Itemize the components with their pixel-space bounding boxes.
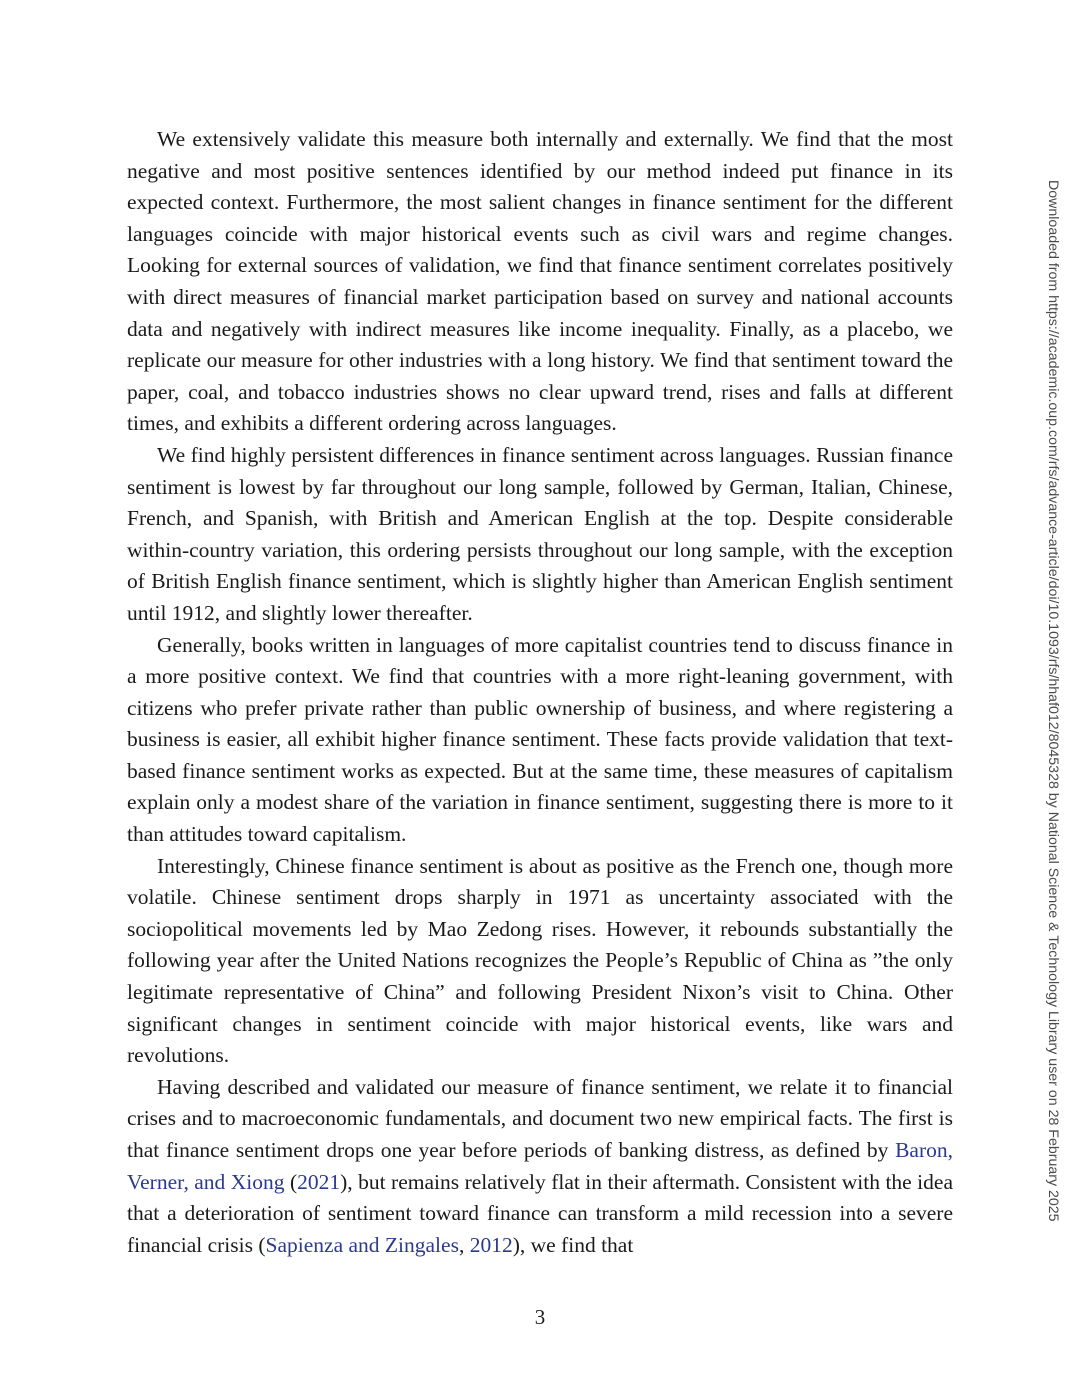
paragraph-3 — [127, 630, 953, 851]
paragraph-text: Interestingly, Chinese finance sentiment is about as positive as the French one, though more volatile. Chinese sentiment drops sharply in 1971 as uncertainty associated with the sociopolitical movements led by Mao Zedong rises. However, it rebounds substantially the following year after the United Nations recognizes the People’s Republic of China as ”the only legitimate representative of China” and following President Nixon’s visit to China. Other significant changes in sentiment coincide with major historical events, like wars and revolutions. — [127, 853, 953, 1068]
citation-year-link-2012[interactable]: 2012 — [469, 1232, 513, 1257]
paragraph-1 — [127, 124, 953, 440]
paragraph-text: Having described and validated our measure of finance sentiment, we relate it to financial crises and to macroeconomic fundamentals, and document two new empirical facts. The first is that finance sentiment drops one year before periods of banking distress, as defined by — [127, 1074, 953, 1162]
citation-year-link-2021[interactable]: 2021 — [297, 1169, 341, 1194]
paragraph-4 — [127, 851, 953, 1072]
page-number: 3 — [534, 1305, 546, 1329]
download-watermark — [1043, 180, 1063, 1220]
paragraph-text: ), we find that — [512, 1232, 634, 1257]
paragraph-2 — [127, 440, 953, 630]
paragraph-5 — [127, 1072, 953, 1262]
watermark-text: Downloaded from https://academic.oup.com/rfs/advance-article/doi/10.1093/rfs/hhaf012/8045328 by National Science & Technology Library user on 28 February 2025 — [1045, 180, 1061, 1222]
paragraph-text: Generally, books written in languages of more capitalist countries tend to discuss finance in a more positive context. We find that countries with a more right-leaning government, with citizens who prefer private rather than public ownership of business, and where registering a business is easier, all exhibit higher finance sentiment. These facts provide validation that text-based finance sentiment works as expected. But at the same time, these measures of capitalism explain only a modest share of the variation in finance sentiment, suggesting there is more to it than attitudes toward capitalism. — [127, 632, 953, 847]
paragraph-text: ), but remains relatively flat in their aftermath. Consistent with the idea that a deterioration of sentiment toward finance can transform a mild recession into a severe financial crisis ( — [127, 1169, 953, 1257]
body-text — [127, 124, 953, 1261]
citation-link-baron-verner-xiong[interactable]: Baron, Verner, and Xiong — [127, 1138, 953, 1194]
paragraph-text: We find highly persistent differences in finance sentiment across languages. Russian finance sentiment is lowest by far throughout our long sample, followed by German, Italian, Chinese, French, and Spanish, with British and American English at the top. Despite considerable within-country variation, this ordering persists throughout our long sample, with the exception of British English finance sentiment, which is slightly higher than American English sentiment until 1912, and slightly lower thereafter. — [127, 442, 953, 625]
paragraph-text: , — [458, 1232, 470, 1257]
citation-link-sapienza-zingales[interactable]: Sapienza and Zingales — [265, 1232, 459, 1257]
paragraph-text: We extensively validate this measure both internally and externally. We find that the most negative and most positive sentences identified by our method indeed put finance in its expected context. Furthermore, the most salient changes in finance sentiment for the different languages coincide with major historical events such as civil wars and regime changes. Looking for external sources of validation, we find that finance sentiment correlates positively with direct measures of financial market participation based on survey and national accounts data and negatively with indirect measures like income inequality. Finally, as a placebo, we replicate our measure for other industries with a long history. We find that sentiment toward the paper, coal, and tobacco industries shows no clear upward trend, rises and falls at different times, and exhibits a different ordering across languages. — [127, 127, 953, 436]
paragraph-text: ( — [284, 1169, 298, 1194]
